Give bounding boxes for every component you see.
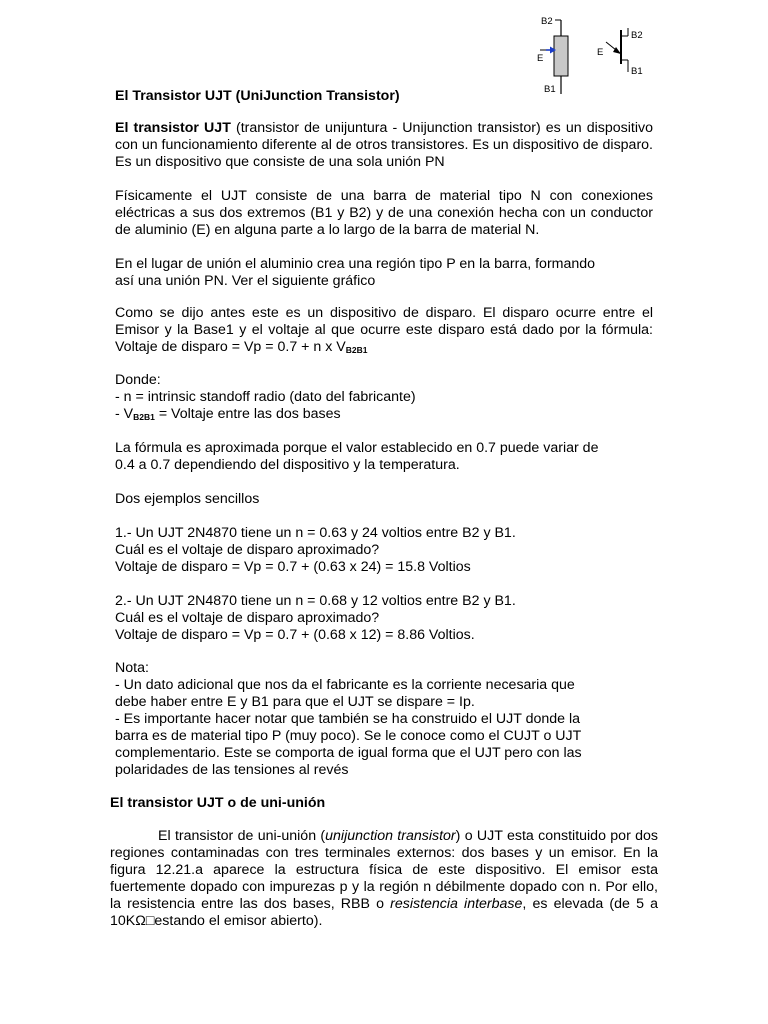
ejemplo-2 xyxy=(115,593,653,644)
ejemplo-2-line-1: 2.- Un UJT 2N4870 tiene un n = 0.68 y 12 voltios entre B2 y B1. xyxy=(115,593,516,609)
ejemplo-2-line-2: Cuál es el voltaje de disparo aproximado? xyxy=(115,610,380,626)
paragraph-fisicamente-text: Físicamente el UJT consiste de una barra de material tipo N con conexiones eléctricas a sus dos extremos (B1 y B2) y de una conexión hecha con un conductor de aluminio (E) en alguna parte a lo largo de la barra de material N. xyxy=(115,188,653,238)
lugar-line-1: En el lugar de unión el aluminio crea una región tipo P en la barra, formando xyxy=(115,256,596,272)
paragraph-fisicamente xyxy=(115,188,653,239)
nota-line-5: complementario. Este se comporta de igual forma que el UJT pero con las xyxy=(115,745,582,761)
paragraph-formula xyxy=(115,440,653,474)
ujt-symbol-figure xyxy=(597,28,643,77)
donde-item-1: - n = intrinsic standoff radio (dato del fabricante) xyxy=(115,389,416,405)
lugar-line-2: así una unión PN. Ver el siguiente gráfico xyxy=(115,273,376,289)
bar-label-b1: B1 xyxy=(544,84,556,95)
donde-item-2-post: = Voltaje entre las dos bases xyxy=(154,406,341,422)
section-2-heading-text: El transistor UJT o de uni-unión xyxy=(110,795,326,811)
donde-item-2-sub: B2B1 xyxy=(133,412,155,422)
section-2-text-1: El transistor de uni-unión ( xyxy=(158,828,326,844)
paragraph-disparo xyxy=(115,305,653,359)
ujt-figures xyxy=(530,14,680,100)
page-title: El Transistor UJT (UniJunction Transistor) xyxy=(115,88,400,104)
ejemplo-1 xyxy=(115,525,653,576)
intro-paragraph xyxy=(115,120,653,171)
nota-line-4: barra es de material tipo P (muy poco). Se le conoce como el CUJT o UJT xyxy=(115,728,582,744)
nota-line-6: polaridades de las tensiones al revés xyxy=(115,762,349,778)
bar-label-e: E xyxy=(537,53,544,64)
ejemplos-label-text: Dos ejemplos sencillos xyxy=(115,491,260,507)
symbol-label-b1: B1 xyxy=(631,66,643,77)
ujt-bar-figure xyxy=(537,16,568,95)
intro-text: (transistor de unijuntura - Unijunction transistor) es un dispositivo con un funcionamiento diferente al de otros transistores. Es un dispositivo de disparo. Es un dispositivo que consiste de una sola unión PN xyxy=(115,120,654,170)
disparo-text: Como se dijo antes este es un dispositivo de disparo. El disparo ocurre entre el Emisor y la Base1 y el voltaje al que ocurre este disparo está dado por la fórmula: Voltaje de disparo = Vp = 0.7 + n x V xyxy=(115,305,653,355)
bar-label-b2: B2 xyxy=(541,16,553,27)
ejemplo-1-line-2: Cuál es el voltaje de disparo aproximado? xyxy=(115,542,380,558)
donde-label: Donde: xyxy=(115,372,161,388)
paragraph-lugar xyxy=(115,256,653,290)
formula-line-1: La fórmula es aproximada porque el valor establecido en 0.7 puede variar de xyxy=(115,440,599,456)
nota-line-3: - Es importante hacer notar que también se ha construido el UJT donde la xyxy=(115,711,581,727)
ejemplo-2-line-3: Voltaje de disparo = Vp = 0.7 + (0.68 x 12) = 8.86 Voltios. xyxy=(115,627,475,643)
formula-line-2: 0.4 a 0.7 dependiendo del dispositivo y la temperatura. xyxy=(115,457,460,473)
ejemplos-label xyxy=(115,491,653,508)
nota-block xyxy=(115,660,653,779)
ejemplo-1-line-1: 1.- Un UJT 2N4870 tiene un n = 0.63 y 24 voltios entre B2 y B1. xyxy=(115,525,516,541)
section-2-heading xyxy=(110,795,658,812)
symbol-label-b2: B2 xyxy=(631,30,643,41)
ujt-bar xyxy=(554,36,568,76)
nota-line-2: debe haber entre E y B1 para que el UJT se dispare = Ip. xyxy=(115,694,475,710)
section-2-paragraph xyxy=(110,828,658,930)
ujt-diagram xyxy=(530,14,680,100)
section-2-text-3: , es elevada (de 5 a 10KΩ□estando el emisor abierto). xyxy=(110,896,658,929)
nota-line-1: - Un dato adicional que nos da el fabricante es la corriente necesaria que xyxy=(115,677,575,693)
section-2-text-2: ) o UJT esta constituido por dos regiones contaminadas con tres terminales externos: dos bases y un emisor. En la figura 12.21.a aparece la estructura física de este dispositivo. El emisor esta fuertemente dopado con impurezas p y la región n débilmente dopado con n. Por ello, la resistencia entre las dos bases, RBB o xyxy=(110,828,658,912)
section-2-italic-2: resistencia interbase xyxy=(390,896,523,912)
nota-label: Nota: xyxy=(115,660,149,676)
disparo-subscript: B2B1 xyxy=(345,345,368,355)
donde-block xyxy=(115,372,653,426)
donde-item-2-pre: - V xyxy=(115,406,134,422)
intro-bold: El transistor UJT xyxy=(115,120,231,136)
ejemplo-1-line-3: Voltaje de disparo = Vp = 0.7 + (0.63 x 24) = 15.8 Voltios xyxy=(115,559,471,575)
section-2-italic-1: unijunction transistor xyxy=(325,828,456,844)
symbol-label-e: E xyxy=(597,47,604,58)
